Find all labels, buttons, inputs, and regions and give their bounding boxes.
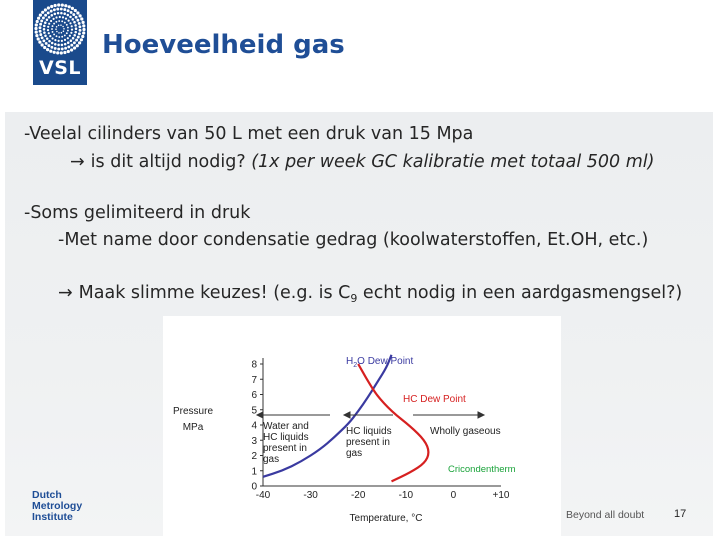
y-tick-label: 4 (251, 420, 257, 432)
y-tick-label: 2 (251, 451, 257, 462)
hc-dew-point-curve (358, 364, 428, 481)
annotation-line: HC liquids (263, 432, 309, 443)
left-region-annotation (263, 421, 309, 465)
y-axis-label-1: Pressure (172, 406, 214, 417)
wholly-gaseous-label: Wholly gaseous (430, 426, 501, 437)
y-axis-label-2: MPa (182, 422, 204, 433)
smart-choices-pre: Maak slimme keuzes! (e.g. is C (78, 283, 351, 303)
cricondentherm-label: Cricondentherm (448, 464, 516, 475)
institute-line: Dutch (32, 489, 62, 501)
hc-dew-point-label: HC Dew Point (403, 394, 466, 405)
bullet-smart-choices (58, 283, 682, 305)
page-title: Hoeveelheid gas (102, 30, 345, 60)
annotation-line: HC liquids (346, 426, 392, 437)
bullet-cylinders: -Veelal cilinders van 50 L met een druk van 15 Mpa (24, 124, 474, 144)
necessity-question: is dit altijd nodig? (90, 152, 252, 172)
x-tick-label: -10 (398, 490, 414, 501)
annotation-line: present in (346, 437, 390, 448)
x-tick-label: -30 (303, 490, 318, 501)
institute-line: Institute (32, 511, 73, 523)
y-tick-label: 1 (251, 466, 257, 478)
page-number: 17 (674, 508, 687, 520)
y-tick-label: 8 (251, 359, 257, 371)
middle-region-annotation (346, 426, 392, 459)
annotation-line: gas (346, 448, 363, 459)
x-axis-label: Temperature, °C (349, 513, 423, 524)
necessity-note: (1x per week GC kalibratie met totaal 500 ml) (251, 152, 655, 172)
y-tick-label: 3 (251, 435, 257, 447)
starburst-icon (33, 0, 87, 62)
institute-name (32, 490, 122, 523)
bullet-pressure-limit: -Soms gelimiteerd in druk (24, 203, 251, 223)
smart-choices-post: echt nodig in een aardgasmengsel?) (357, 283, 683, 303)
region-arrows (257, 412, 484, 418)
x-tick-label: 0 (450, 490, 457, 501)
logo-text: VSL (39, 57, 81, 79)
institute-line: Metrology (32, 500, 83, 512)
y-tick-label: 0 (251, 481, 257, 493)
arrow-right-icon: → (58, 283, 73, 303)
y-tick-label: 7 (251, 374, 257, 386)
phase-diagram (163, 316, 561, 537)
x-tick-label: +10 (492, 490, 510, 501)
y-tick-label: 5 (251, 405, 257, 417)
vsl-logo (33, 0, 87, 85)
footer-tagline: Beyond all doubt (566, 509, 645, 521)
bullet-necessity (70, 152, 655, 172)
smart-choices-sub: 9 (350, 292, 358, 305)
h2o-dew-point-curve (263, 355, 392, 477)
annotation-line: gas (263, 454, 280, 465)
bullet-condensation: -Met name door condensatie gedrag (koolwaterstoffen, Et.OH, etc.) (58, 230, 649, 250)
arrow-right-icon: → (70, 152, 85, 172)
y-tick-label: 6 (251, 390, 257, 401)
x-tick-label: -40 (255, 490, 271, 501)
h2o-dew-point-label: $H_2O$ Dew Point (346, 356, 414, 369)
x-tick-label: -20 (350, 490, 366, 501)
phase-diagram-svg (163, 316, 561, 537)
annotation-line: Water and (263, 421, 309, 432)
annotation-line: present in (263, 443, 307, 454)
